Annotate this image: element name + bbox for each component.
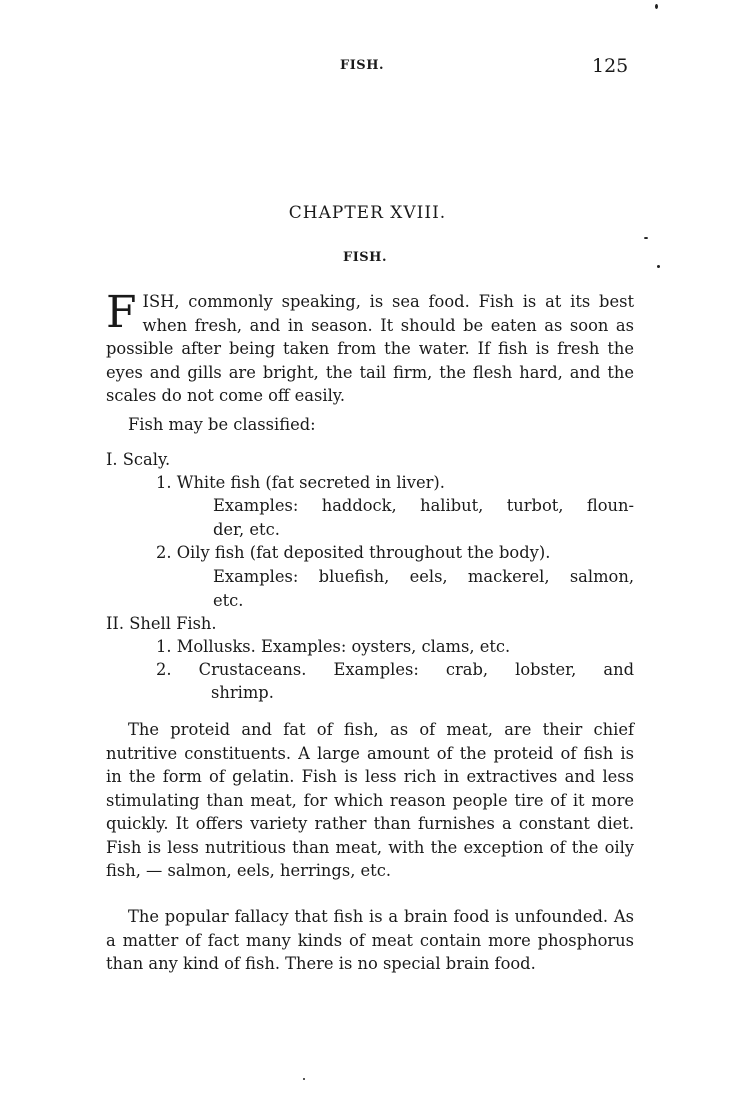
- classification-lead: Fish may be classified:: [128, 415, 316, 434]
- examples-line: etc.: [213, 591, 244, 610]
- intro-paragraph: [106, 287, 634, 408]
- running-head: FISH.: [340, 58, 385, 73]
- list-item: 1. White fish (fat secreted in liver).: [156, 473, 445, 492]
- fallacy-paragraph: The popular fallacy that fish is a brain food is unfounded. As a matter of fact many kinds of meat contain more phosphorus than any kind of fish. There is no special brain food.: [106, 907, 634, 973]
- examples-line: shrimp.: [211, 683, 274, 702]
- group-scaly-label: I. Scaly.: [106, 450, 171, 469]
- list-item: 2. Crustaceans. Examples: crab, lobster, and: [156, 660, 634, 679]
- chapter-title: FISH.: [342, 250, 387, 265]
- scan-speck: [657, 265, 660, 268]
- intro-text: ISH, commonly speaking, is sea food. Fish is at its best when fresh, and in season. It should be eaten as soon as possible after being taken from the water. If fish is fresh the eyes and gills are bright, the tail firm, the flesh hard, and the scales do not come off easily.: [106, 292, 634, 405]
- chapter-heading: CHAPTER XVIII.: [288, 203, 447, 223]
- list-item: 1. Mollusks. Examples: oysters, clams, etc.: [156, 637, 511, 656]
- scan-speck: [303, 1078, 305, 1080]
- nutrition-paragraph: The proteid and fat of fish, as of meat, are their chief nutritive constituents. A large amount of the proteid of fish is in the form of gelatin. Fish is less rich in extractives and less stimulating than meat, for which reason people tire of it more quickly. It offers variety rather than furnishes a constant diet. Fish is less nutritious than meat, with the exception of the oily fish, — salmon, eels, herrings, etc.: [106, 720, 634, 880]
- page-number: 125: [592, 55, 629, 77]
- examples-line: der, etc.: [213, 520, 280, 539]
- scan-speck: [644, 237, 648, 239]
- examples-line: Examples: bluefish, eels, mackerel, salmon,: [213, 567, 634, 586]
- drop-cap: F: [106, 287, 137, 338]
- examples-line: Examples: haddock, halibut, turbot, floun-: [213, 496, 634, 515]
- list-item: 2. Oily fish (fat deposited throughout the body).: [156, 543, 551, 562]
- scan-speck: [655, 4, 658, 9]
- group-shell-label: II. Shell Fish.: [106, 614, 217, 633]
